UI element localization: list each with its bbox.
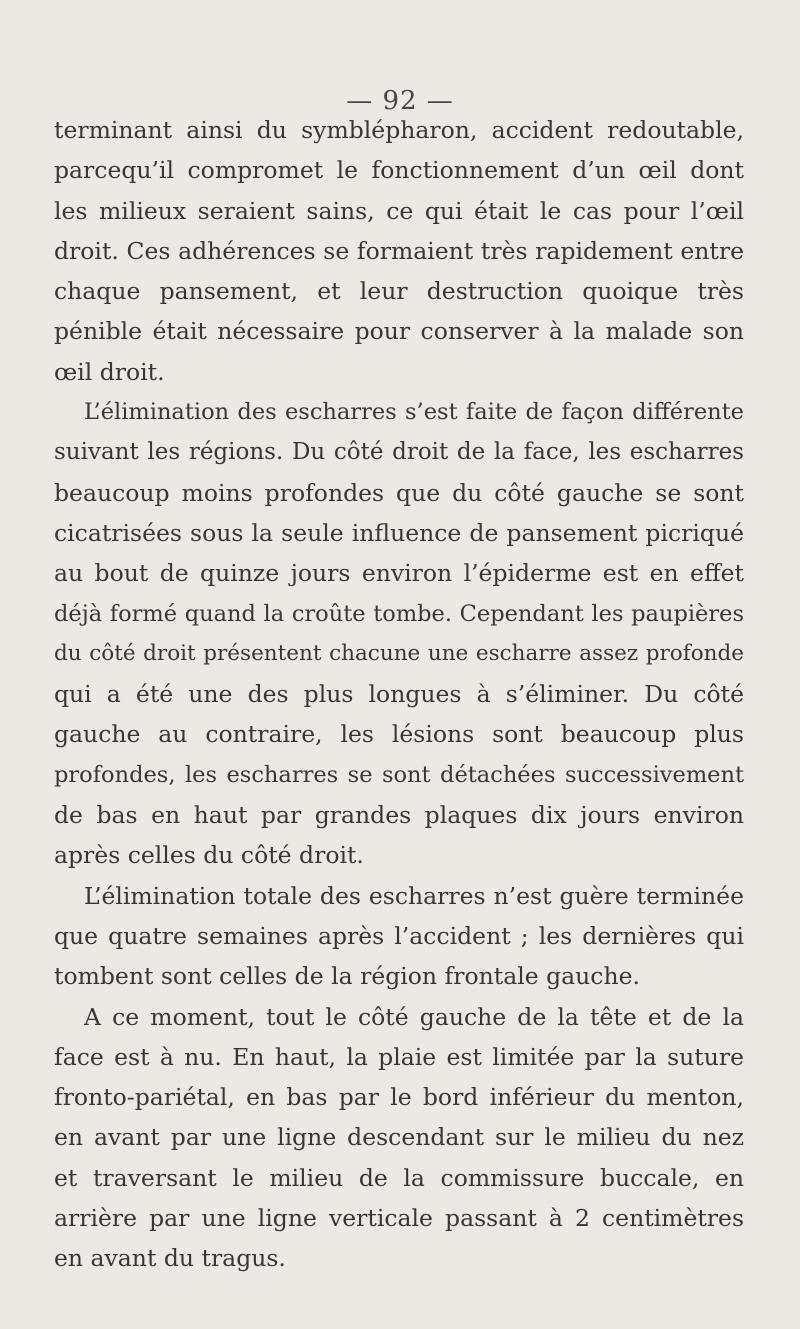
text-line: profondes, les escharres se sont détachées successivement	[54, 761, 744, 788]
text-line: et traversant le milieu de la commissure buccale, en	[54, 1163, 744, 1192]
text-line: chaque pansement, et leur destruction quoique très	[54, 277, 744, 306]
text-line: les milieux seraient sains, ce qui était le cas pour l’œil	[54, 196, 744, 225]
text-line: suivant les régions. Du côté droit de la face, les escharres	[54, 439, 744, 466]
text-line: au bout de quinze jours environ l’épiderme est en effet	[54, 559, 744, 588]
page-number: — 92 —	[346, 86, 454, 116]
text-line: gauche au contraire, les lésions sont beaucoup plus	[54, 720, 744, 749]
text-line: beaucoup moins profondes que du côté gauche se sont	[54, 478, 744, 507]
text-line: A ce moment, tout le côté gauche de la tête et de la	[84, 1002, 744, 1031]
body-text	[54, 110, 744, 1279]
text-line: parcequ’il compromet le fonctionnement d’un œil dont	[54, 156, 744, 185]
text-line: droit. Ces adhérences se formaient très rapidement entre	[54, 236, 744, 265]
text-line: que quatre semaines après l’accident ; les dernières qui	[54, 921, 744, 950]
text-line: de bas en haut par grandes plaques dix jours environ	[54, 801, 744, 830]
text-line: L’élimination totale des escharres n’est guère terminée	[84, 881, 744, 910]
text-line: tombent sont celles de la région frontale gauche.	[54, 962, 640, 991]
text-line: terminant ainsi du symblépharon, accident redoutable,	[54, 116, 744, 144]
text-line: cicatrisées sous la seule influence de pansement picriqué	[54, 518, 744, 547]
text-line: L’élimination des escharres s’est faite de façon différente	[84, 399, 744, 426]
text-line: face est à nu. En haut, la plaie est limitée par la suture	[54, 1042, 744, 1071]
text-line: œil droit.	[54, 357, 165, 386]
text-line: du côté droit présentent chacune une escharre assez profonde	[54, 640, 744, 666]
text-line: arrière par une ligne verticale passant à 2 centimètres	[54, 1204, 744, 1233]
text-line: déjà formé quand la croûte tombe. Cependant les paupières	[54, 600, 744, 627]
text-line: qui a été une des plus longues à s’éliminer. Du côté	[54, 680, 744, 709]
text-line: pénible était nécessaire pour conserver à la malade son	[54, 317, 744, 346]
text-line: après celles du côté droit.	[54, 841, 364, 870]
text-line: fronto-pariétal, en bas par le bord inférieur du menton,	[54, 1083, 744, 1112]
text-line: en avant par une ligne descendant sur le milieu du nez	[54, 1123, 744, 1152]
text-line: en avant du tragus.	[54, 1244, 286, 1273]
